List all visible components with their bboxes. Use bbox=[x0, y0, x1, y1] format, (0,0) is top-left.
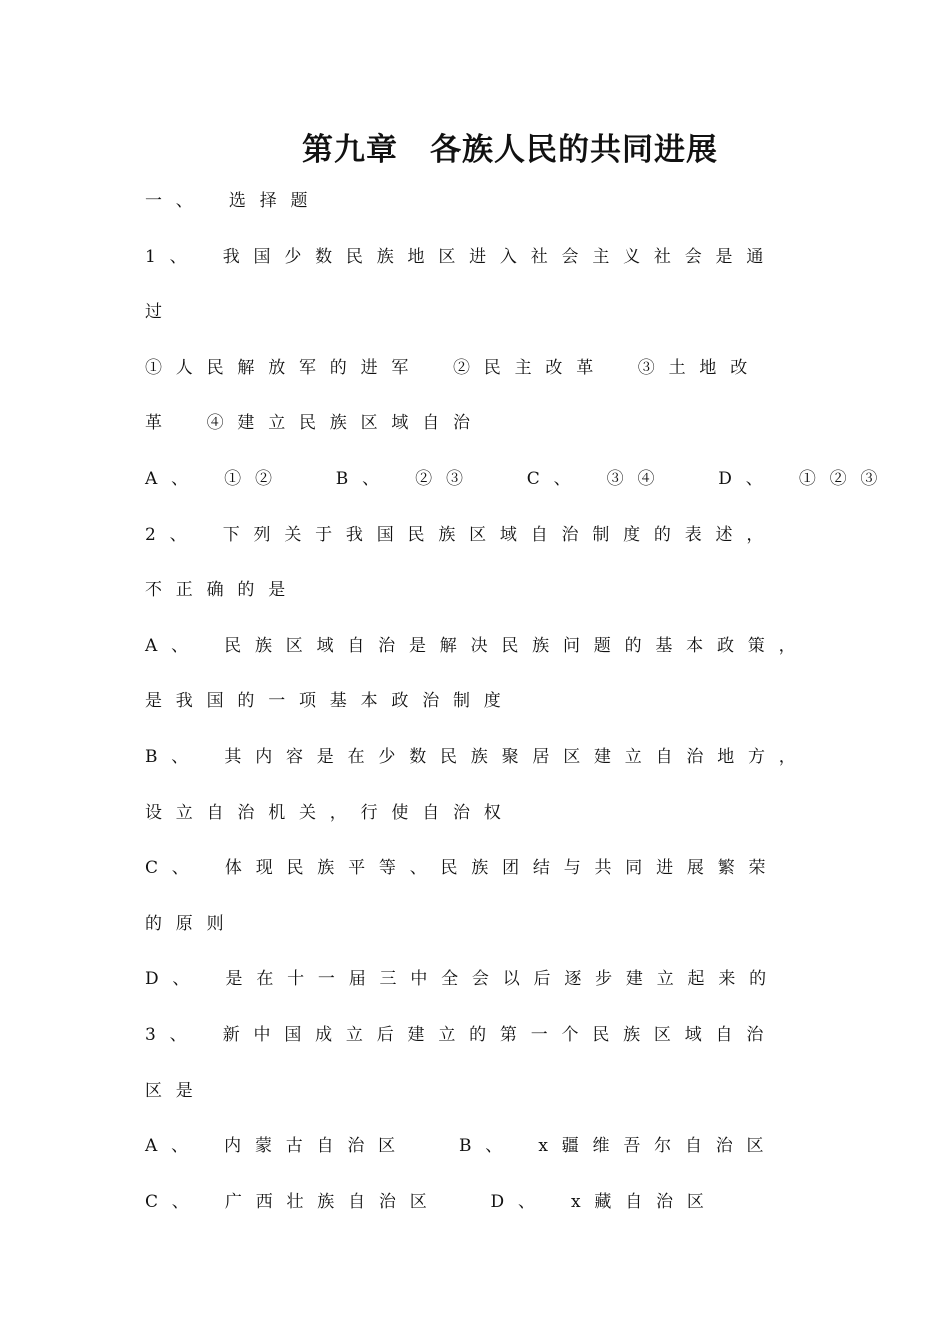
q3-options-line2: C、 广西壮族自治区 D、 x藏自治区 bbox=[145, 1191, 718, 1212]
q3-options-line1: A、 内蒙古自治区 B、 x疆维吾尔自治区 bbox=[145, 1136, 778, 1157]
section-heading: 一、 选择题 bbox=[145, 191, 322, 211]
q2-option-b-line2: 设立自治机关，行使自治权 bbox=[145, 802, 515, 823]
q3-stem-line1: 3、 新中国成立后建立的第一个民族区域自治 bbox=[145, 1024, 778, 1045]
q1-items-line1: ①人民解放军的进军 ②民主改革 ③土地改 bbox=[145, 357, 761, 378]
q2-option-a-line2: 是我国的一项基本政治制度 bbox=[145, 691, 515, 712]
q2-option-b-line1: B、 其内容是在少数民族聚居区建立自治地方， bbox=[145, 746, 810, 767]
q1-options: A、 ①② B、 ②③ C、 ③④ D、 ①②③ bbox=[145, 468, 892, 489]
q1-stem-line2: 过 bbox=[145, 302, 176, 323]
q3-stem-line2: 区是 bbox=[145, 1080, 207, 1101]
q1-stem-line1: 1、 我国少数民族地区进入社会主义社会是通 bbox=[145, 246, 778, 267]
q2-option-a-line1: A、 民族区域自治是解决民族问题的基本政策， bbox=[145, 635, 810, 656]
q2-option-c-line2: 的原则 bbox=[145, 913, 238, 934]
q2-stem-line2: 不正确的是 bbox=[145, 580, 299, 601]
q2-option-d-line1: D、 是在十一届三中全会以后逐步建立起来的 bbox=[145, 969, 780, 990]
q1-items-line2: 革 ④建立民族区域自治 bbox=[145, 413, 484, 434]
question-list bbox=[145, 186, 892, 1242]
q2-stem-line1: 2、 下列关于我国民族区域自治制度的表述， bbox=[145, 524, 778, 545]
q2-option-c-line1: C、 体现民族平等、民族团结与共同进展繁荣 bbox=[145, 858, 780, 879]
chapter-title: 第九章 各族人民的共同进展 bbox=[302, 132, 718, 168]
